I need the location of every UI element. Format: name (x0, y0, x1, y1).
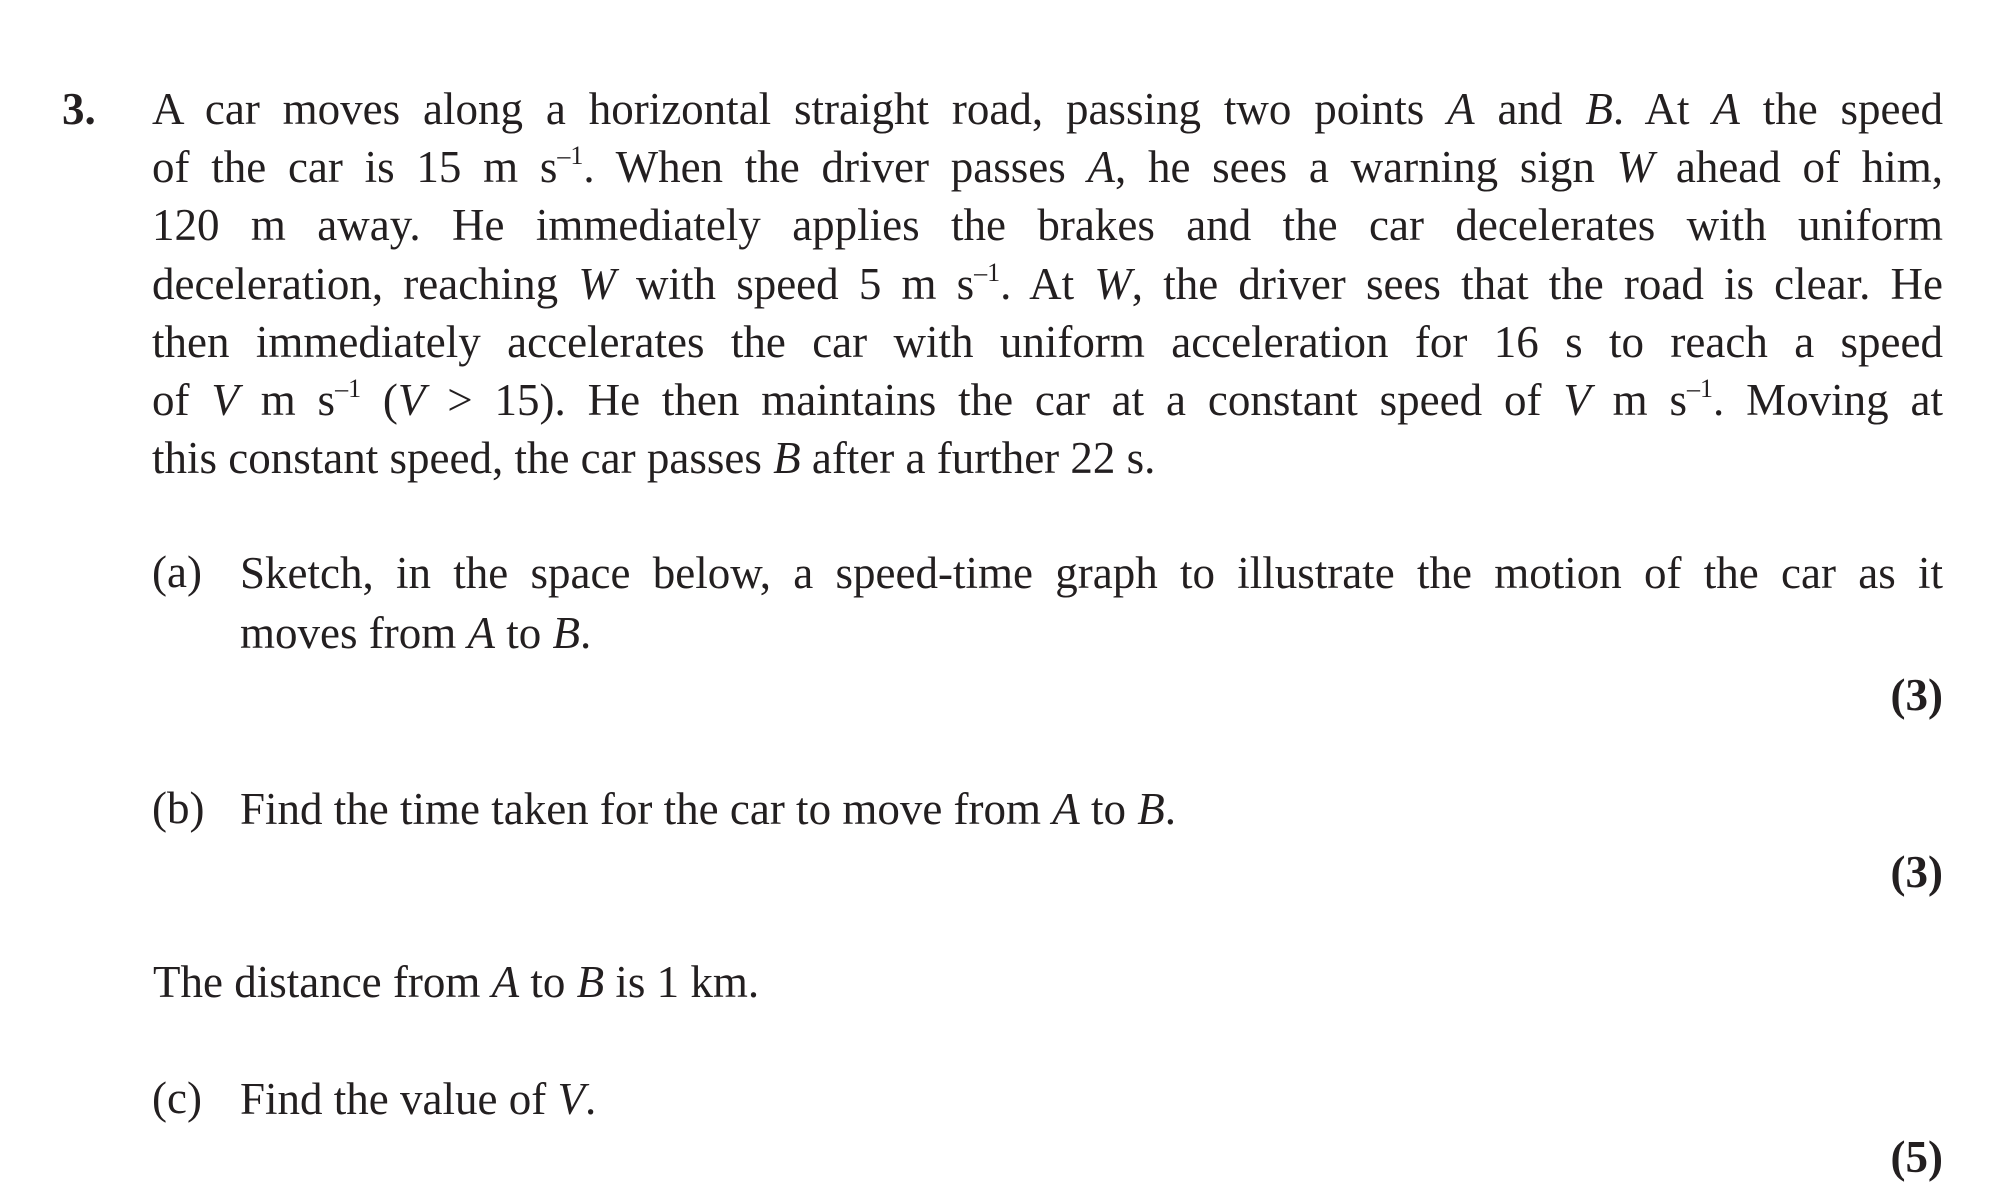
math-variable: A (491, 957, 520, 1007)
question-stem (152, 80, 1943, 487)
stem-line: deceleration, reaching W with speed 5 m $s^{-1}$. At W, the driver sees that the road is clear. He (152, 257, 1943, 309)
part-a-marks: (3) (1890, 670, 1943, 720)
math-variable: V (1563, 374, 1591, 425)
part-b-line: Find the time taken for the car to move from A to B. (240, 784, 1177, 834)
question-number: 3. (62, 84, 96, 134)
part-b-label: (b) (152, 783, 205, 833)
math-variable: A (467, 608, 495, 658)
superscript: –1 (557, 141, 584, 171)
math-variable: W (1616, 142, 1655, 193)
stem-line: A car moves along a horizontal straight road, passing two points A and B. At A the speed (152, 84, 1943, 134)
stem-line: this constant speed, the car passes B after a further 22 s. (152, 433, 1156, 484)
part-c-marks: (5) (1890, 1132, 1943, 1182)
stem-line: 120 m away. He immediately applies the brakes and the car decelerates with uniform (152, 200, 1943, 251)
part-c-text (240, 1069, 1943, 1127)
part-b-marks: (3) (1890, 847, 1943, 897)
math-variable: W (1094, 258, 1132, 309)
interstitial-statement: The distance from A to B is 1 km. (153, 957, 760, 1007)
math-variable: A (1087, 142, 1115, 193)
math-variable: B (1585, 84, 1613, 134)
math-variable: W (578, 258, 616, 309)
stem-line: of V m $s^{-1}$ (V > 15). He then maintains the car at a constant speed of V m $s^{-1}$. Moving at (152, 373, 1943, 425)
part-a-label: (a) (152, 547, 202, 597)
stem-line: then immediately accelerates the car with uniform acceleration for 16 s to reach a speed (152, 316, 1943, 367)
part-c-label: (c) (152, 1073, 202, 1123)
math-variable: A (1052, 784, 1080, 834)
part-c-line: Find the value of V. (240, 1074, 597, 1124)
part-a-line: Sketch, in the space below, a speed-time graph to illustrate the motion of the car as it (240, 548, 1943, 598)
math-variable: B (552, 608, 580, 658)
part-a-line: moves from A to B. (240, 608, 592, 658)
stem-line: of the car is 15 m $s^{-1}$. When the driver passes A, he sees a warning sign W ahead of him, (152, 141, 1943, 193)
math-variable: B (1137, 784, 1165, 834)
math-variable: A (1447, 84, 1475, 134)
math-variable: A (1712, 84, 1740, 134)
math-variable: V (211, 374, 239, 425)
math-variable: V (557, 1074, 585, 1124)
part-a-text (240, 543, 1943, 663)
superscript: –1 (1687, 373, 1714, 403)
math-variable: B (576, 957, 605, 1007)
superscript: –1 (335, 373, 362, 403)
superscript: –1 (974, 257, 1001, 287)
part-b-text (240, 779, 1943, 837)
math-variable: V (397, 374, 426, 425)
math-variable: B (773, 433, 801, 484)
